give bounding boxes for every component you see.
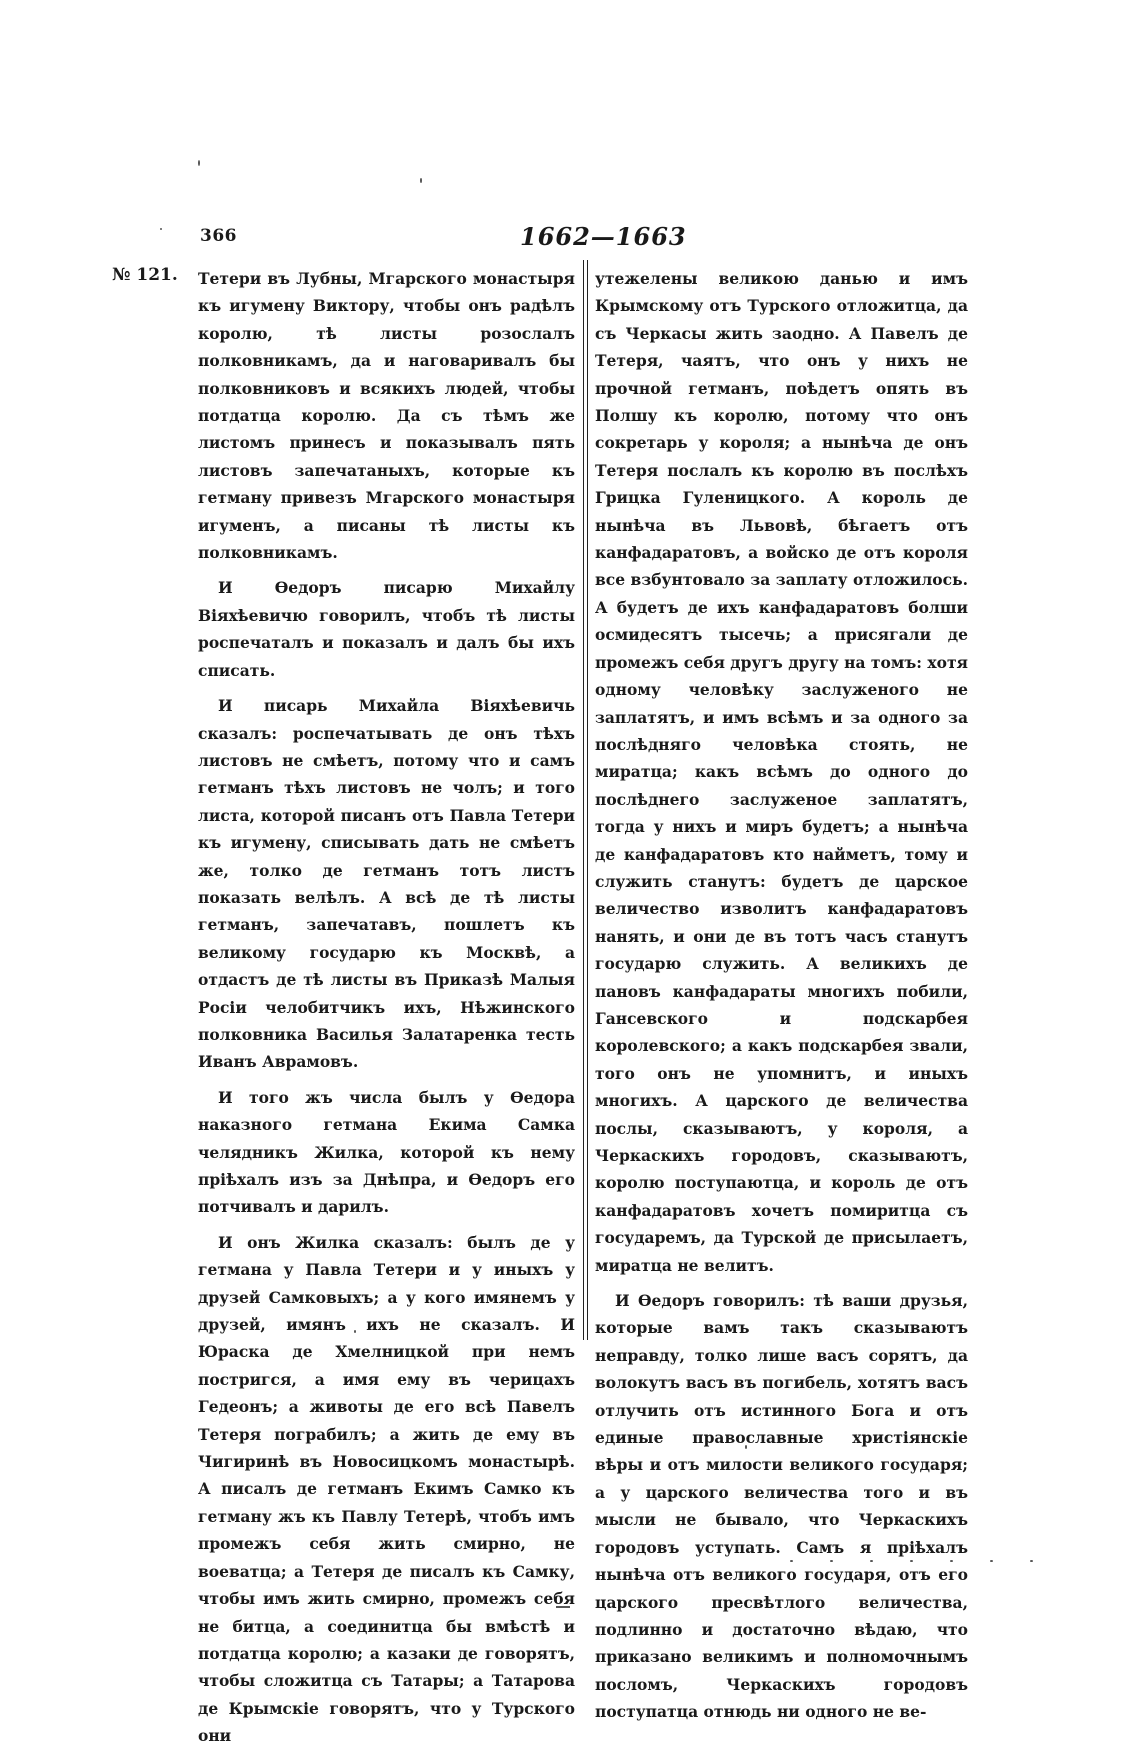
scan-speck [160,228,162,230]
scan-speck [1030,1560,1033,1562]
left-column [198,265,575,1758]
paragraph: И Өедоръ говорилъ: тѣ ваши друзья, которые вамъ такъ сказываютъ неправду, толко лише васъ сорятъ, да волокутъ васъ въ погибель, хотятъ васъ отлучить отъ истинного Бога и отъ единые православные христіянскіе вѣры и отъ милости великого государя; а у царского величества того и въ мысли не бывало, что Черкаскихъ городовъ уступать. Самъ я пріѣхалъ нынѣча отъ великого государя, отъ его царского пресвѣтлого величества, подлинно и достаточно вѣдаю, что приказано великимъ и полномочнымъ посломъ, Черкаскихъ городовъ поступатца отнюдь ни одного не ве- [595,1291,968,1722]
page-years: 1662—1663 [520,222,687,251]
paragraph: Тетери въ Лубны, Мгарского монастыря къ игумену Виктору, чтобы онъ радѣлъ королю, тѣ листы розослалъ полковникамъ, да и наговаривалъ бы полковниковъ и всякихъ людей, чтобы потдатца королю. Да съ тѣмъ же листомъ принесъ и показывалъ пять листовъ запечатаныхъ, которые къ гетману привезъ Мгарского монастыря игуменъ, а писаны тѣ листы къ полковникамъ. [198,269,575,563]
document-number: № 121. [112,265,178,285]
scan-speck [990,1560,993,1562]
page-header [200,222,990,262]
scan-speck [198,160,200,166]
right-column [595,265,968,1734]
column-divider [583,260,588,1340]
scan-speck [420,178,422,183]
paragraph: И того жъ числа былъ у Өедора наказного гетмана Екима Самка челядникъ Жилка, которой къ нему пріѣхалъ изъ за Днѣпра, и Өедоръ его потчивалъ и дарилъ. [198,1087,575,1217]
page-number: 366 [200,226,237,246]
paragraph: утежелены великою данью и имъ Крымскому отъ Турского отложитца, да съ Черкасы жить заодно. А Павелъ де Тетеря, чаятъ, что онъ у нихъ не прочной гетманъ, поѣдетъ опять въ Полшу къ королю, потому что онъ сокретарь у короля; а нынѣча де онъ Тетеря послалъ къ королю въ послѣхъ Грицка Гуленицкого. А король де нынѣча въ Львовѣ, бѣгаетъ отъ канфадаратовъ, а войско де отъ короля все взбунтовало за заплату отложилось. А будетъ де ихъ канфадаратовъ болши осмидесятъ тысечь; а присягали де промежъ себя другъ другу на томъ: хотя одному человѣку заслуженого не заплатятъ, и имъ всѣмъ и за одного за послѣдняго человѣка стоять, не миратца; какъ всѣмъ до одного до послѣднего заслуженое заплатятъ, тогда у нихъ и миръ будетъ; а нынѣча де канфадаратовъ кто наймeтъ, тому и служить станутъ: будетъ де царское величество изволитъ канфадаратовъ нанять, и они де въ тотъ часъ станутъ государю служить. А великихъ де пановъ канфадараты многихъ побили, Гансевского и подскарбея королевского; а какъ подскарбея звали, того онъ не упомнитъ, и иныхъ многихъ. А царского де величества послы, сказываютъ, у короля, а Черкаскихъ городовъ, сказываютъ, королю поступаютца, и король де отъ канфадаратовъ хочетъ помиритца съ государемъ, да Турской де присылаетъ, миратца не велитъ. [595,269,968,1275]
paragraph: И онъ Жилка сказалъ: былъ де у гетмана у Павла Тетери и у иныхъ у друзей Самковыхъ; а у кого имянемъ у друзей, имянъ ихъ не сказалъ. И Юраска де Хмелницкой при немъ постригся, а имя ему въ черицахъ Гедеонъ; а животы де его всѣ Павелъ Тетеря пограбилъ; а жить де ему въ Чигиринѣ въ Новосицкомъ монастырѣ. А писалъ де гетманъ Екимъ Самко къ гетману жъ къ Павлу Тетерѣ, чтобъ имъ промежъ себя жить смирно, не воеватца; а Тетеря де писалъ къ Самку, чтобы имъ жить смирно, промежъ себя не битца, а соединитца бы вмѣстѣ и потдатца королю; а казаки де говорятъ, чтобы сложитца съ Татары; а Татарова де Крымскіе говорятъ, что у Турского они [198,1232,575,1746]
paragraph: И Өедоръ писарю Михайлу Віяхѣевичю говорилъ, чтобъ тѣ листы роспечаталъ и показалъ и далъ бы ихъ списать. [198,578,575,680]
paragraph: И писарь Михайла Віяхѣевичь сказалъ: роспечатывать де онъ тѣхъ листовъ не смѣетъ, потому что и самъ гетманъ тѣхъ листовъ не чолъ; и того листа, которой писанъ отъ Павла Тетери къ игумену, списывать дать не смѣетъ же, толко де гетманъ тотъ листъ показать велѣлъ. А всѣ де тѣ листы гетманъ, запечатавъ, пошлетъ къ великому государю къ Москвѣ, а отдастъ де тѣ листы въ Приказѣ Малыя Росіи челобитчикъ ихъ, Нѣжинского полковника Василья Залатаренка тесть Иванъ Аврамовъ. [198,696,575,1072]
